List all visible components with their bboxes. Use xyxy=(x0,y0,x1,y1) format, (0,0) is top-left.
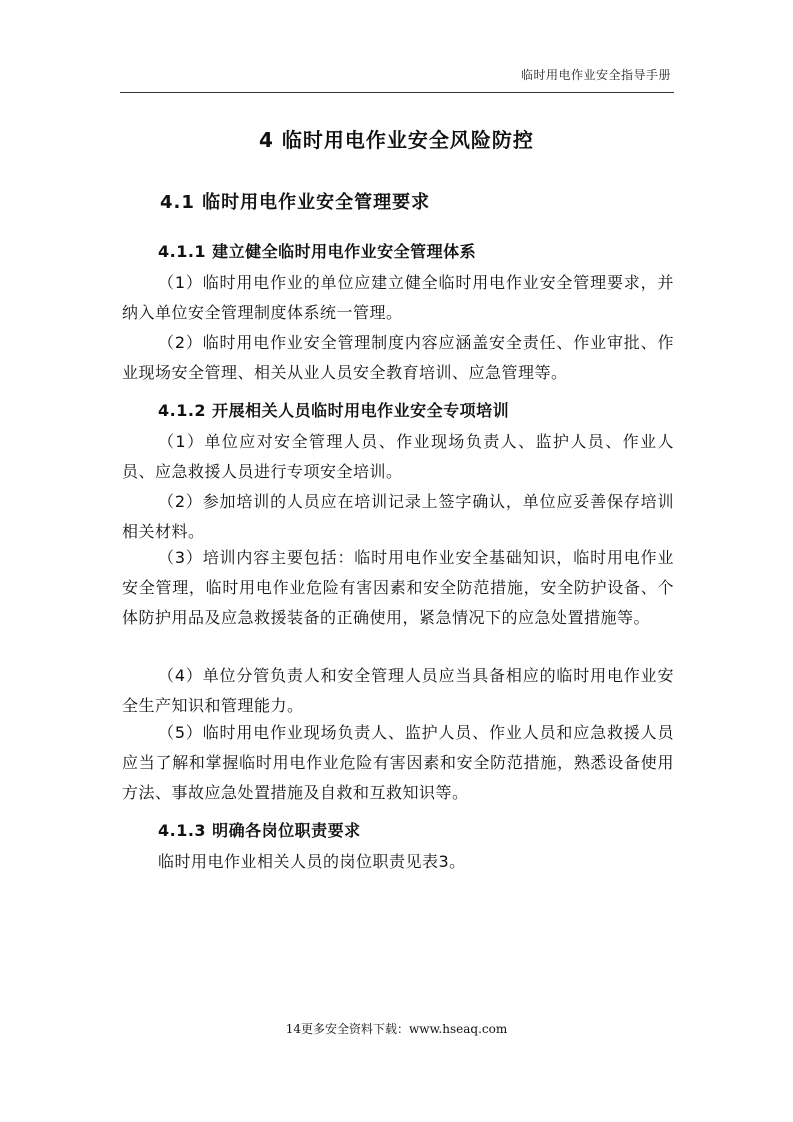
paragraph: （2）临时用电作业安全管理制度内容应涵盖安全责任、作业审批、作业现场安全管理、相关从业人员安全教育培训、应急管理等。 xyxy=(122,333,674,382)
subsection-title: 4.1.3 明确各岗位职责要求 xyxy=(158,821,361,840)
subsection-title: 4.1.2 开展相关人员临时用电作业安全专项培训 xyxy=(158,401,510,420)
section-title: 4.1 临时用电作业安全管理要求 xyxy=(160,192,431,213)
header-rule xyxy=(120,92,674,93)
paragraph: （5）临时用电作业现场负责人、监护人员、作业人员和应急救援人员应当了解和掌握临时用电作业危险有害因素和安全防范措施，熟悉设备使用方法、事故应急处置措施及自救和互救知识等。 xyxy=(122,723,674,802)
paragraph: 临时用电作业相关人员的岗位职责见表3。 xyxy=(158,852,466,871)
running-header: 临时用电作业安全指导手册 xyxy=(520,68,671,82)
paragraph: （4）单位分管负责人和安全管理人员应当具备相应的临时用电作业安全生产知识和管理能力。 xyxy=(122,666,674,715)
paragraph: （1）单位应对安全管理人员、作业现场负责人、监护人员、作业人员、应急救援人员进行专项安全培训。 xyxy=(122,432,674,481)
page-footer: 14更多安全资料下载：www.hseaq.com xyxy=(285,1022,508,1036)
subsection-title: 4.1.1 建立健全临时用电作业安全管理体系 xyxy=(158,242,477,261)
paragraph: （2）参加培训的人员应在培训记录上签字确认，单位应妥善保存培训相关材料。 xyxy=(122,492,674,541)
paragraph: （1）临时用电作业的单位应建立健全临时用电作业安全管理要求，并纳入单位安全管理制度体系统一管理。 xyxy=(122,273,674,322)
chapter-title: 4 临时用电作业安全风险防控 xyxy=(259,128,534,152)
paragraph: （3）培训内容主要包括：临时用电作业安全基础知识，临时用电作业安全管理，临时用电作业危险有害因素和安全防范措施，安全防护设备、个体防护用品及应急救援装备的正确使用，紧急情况下的应急处置措施等。 xyxy=(122,548,674,627)
